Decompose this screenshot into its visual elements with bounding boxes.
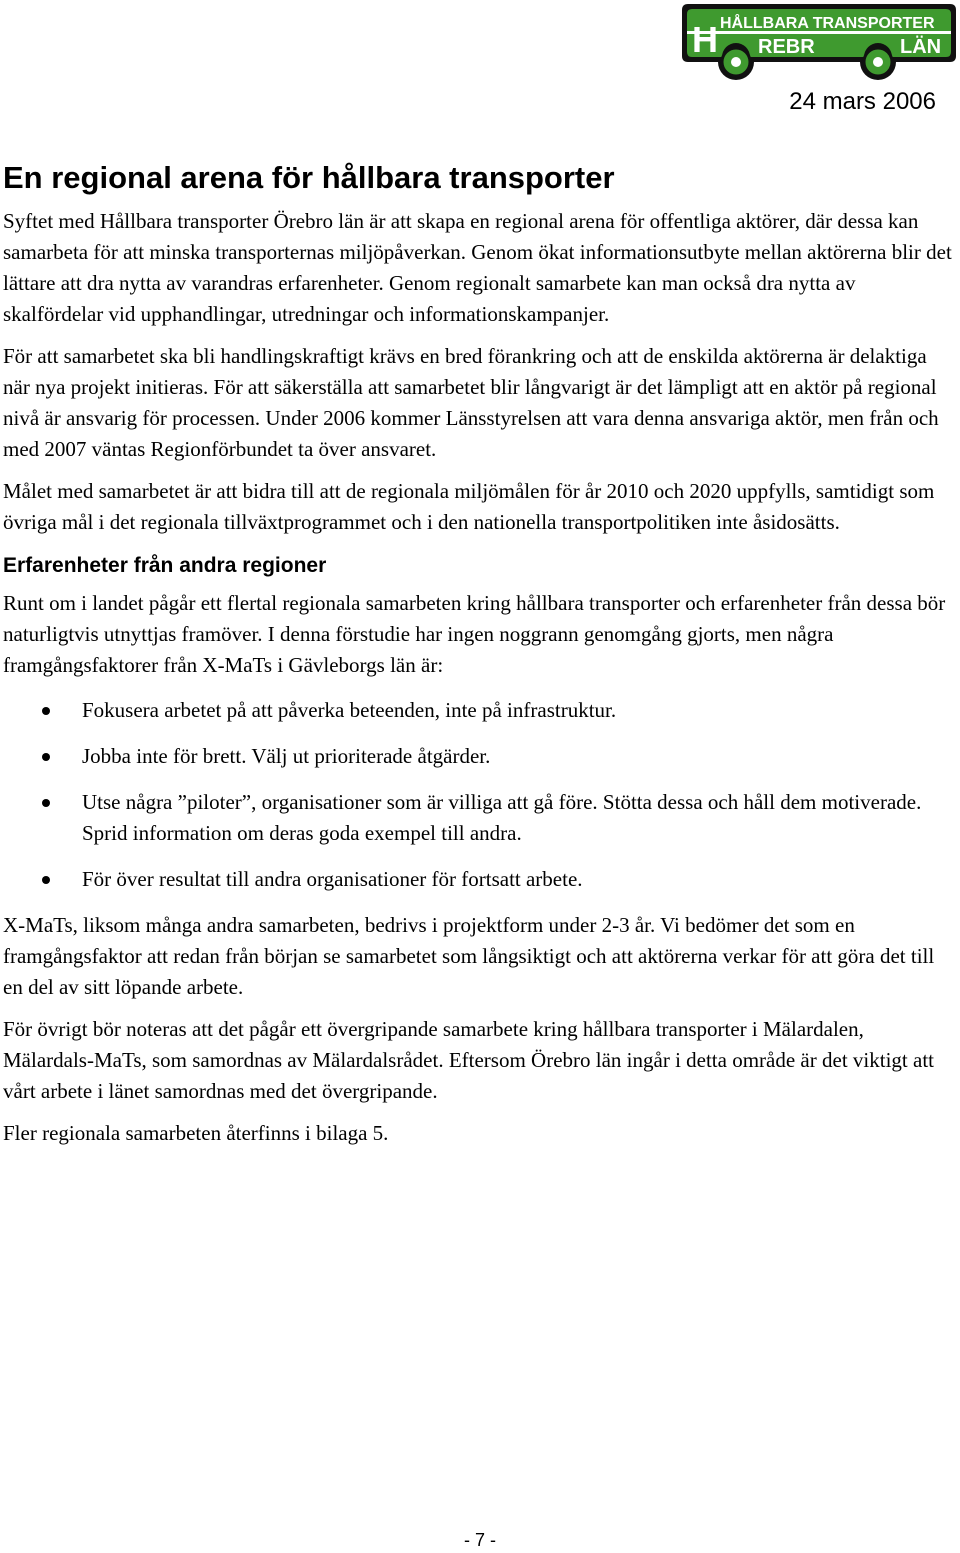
bullet-icon — [42, 707, 50, 715]
body-paragraph-3: Fler regionala samarbeten återfinns i bilaga 5. — [3, 1121, 389, 1145]
logo-text-line1: HÅLLBARA TRANSPORTER — [720, 15, 935, 32]
page-number: - 7 - — [463, 1530, 496, 1550]
success-factors-list — [3, 695, 958, 895]
list-intro-paragraph: Runt om i landet pågår ett flertal regionala samarbeten kring hållbara transporter och erfarenheter från dessa bör naturligtvis utnyttjas framöver. I denna förstudie har ingen noggrann genomgång gjorts, men några framgångsfaktorer från X-MaTs i Gävleborgs län är: — [3, 591, 946, 677]
body-paragraph-1: X-MaTs, liksom många andra samarbeten, bedrivs i projektform under 2-3 år. Vi bedömer det som en framgångsfaktor att redan från början se samarbetet som långsiktigt och att aktörerna verkar för att göra det till en del av sitt löpande arbete. — [3, 913, 935, 999]
list-item-text: För över resultat till andra organisationer för fortsatt arbete. — [82, 867, 583, 891]
bullet-icon — [42, 753, 50, 761]
list-item — [3, 787, 958, 849]
list-item-text: Utse några ”piloter”, organisationer som är villiga att gå före. Stötta dessa och håll dem motiverade. Sprid information om deras goda exempel till andra. — [82, 790, 922, 845]
logo-text-rebr: REBR — [758, 36, 815, 58]
intro-paragraph-3: Målet med samarbetet är att bidra till att de regionala miljömålen för år 2010 och 2020 uppfylls, samtidigt som övriga mål i det regionala tillväxtprogrammet och i den nationella transportpolitiken inte åsidosätts. — [3, 479, 935, 534]
intro-paragraph-2: För att samarbetet ska bli handlingskraftigt krävs en bred förankring och att de enskilda aktörerna är delaktiga när nya projekt initieras. För att säkerställa att samarbetet blir långvarigt är det lämpligt att en aktör på regional nivå är ansvarig för processen. Under 2006 kommer Länsstyrelsen att vara denna ansvariga aktör, men från och med 2007 väntas Regionförbundet ta över ansvaret. — [3, 344, 939, 461]
list-item-text: Jobba inte för brett. Välj ut prioriterade åtgärder. — [82, 744, 491, 768]
intro-paragraph-1: Syftet med Hållbara transporter Örebro län är att skapa en regional arena för offentliga aktörer, där dessa kan samarbeta för att minska transporternas miljöpåverkan. Genom ökat informationsutbyte mellan aktörerna blir det lättare att dra nytta av varandras erfarenheter. Genom regionalt samarbete kan man också dra nytta av skalfördelar vid upphandlingar, utredningar och informationskampanjer. — [3, 209, 952, 326]
list-item — [3, 695, 958, 726]
document-date: 24 mars 2006 — [789, 88, 936, 115]
hallbara-transporter-logo — [680, 2, 958, 82]
body-paragraph-2: För övrigt bör noteras att det pågår ett övergripande samarbete kring hållbara transporter i Mälardalen, Mälardals-MaTs, som samordnas av Mälardalsrådet. Eftersom Örebro län ingår i detta område är det viktigt att vårt arbete i länet samordnas med det övergripande. — [3, 1017, 934, 1103]
document-body — [3, 158, 958, 1160]
list-item — [3, 864, 958, 895]
page-title: En regional arena för hållbara transporter — [3, 160, 615, 195]
bullet-icon — [42, 799, 50, 807]
bullet-icon — [42, 876, 50, 884]
section-heading: Erfarenheter från andra regioner — [3, 554, 327, 577]
logo-text-lan: LÄN — [900, 36, 942, 58]
list-item-text: Fokusera arbetet på att påverka beteenden, inte på infrastruktur. — [82, 698, 617, 722]
list-item — [3, 741, 958, 772]
logo-text-h: H — [692, 19, 718, 60]
